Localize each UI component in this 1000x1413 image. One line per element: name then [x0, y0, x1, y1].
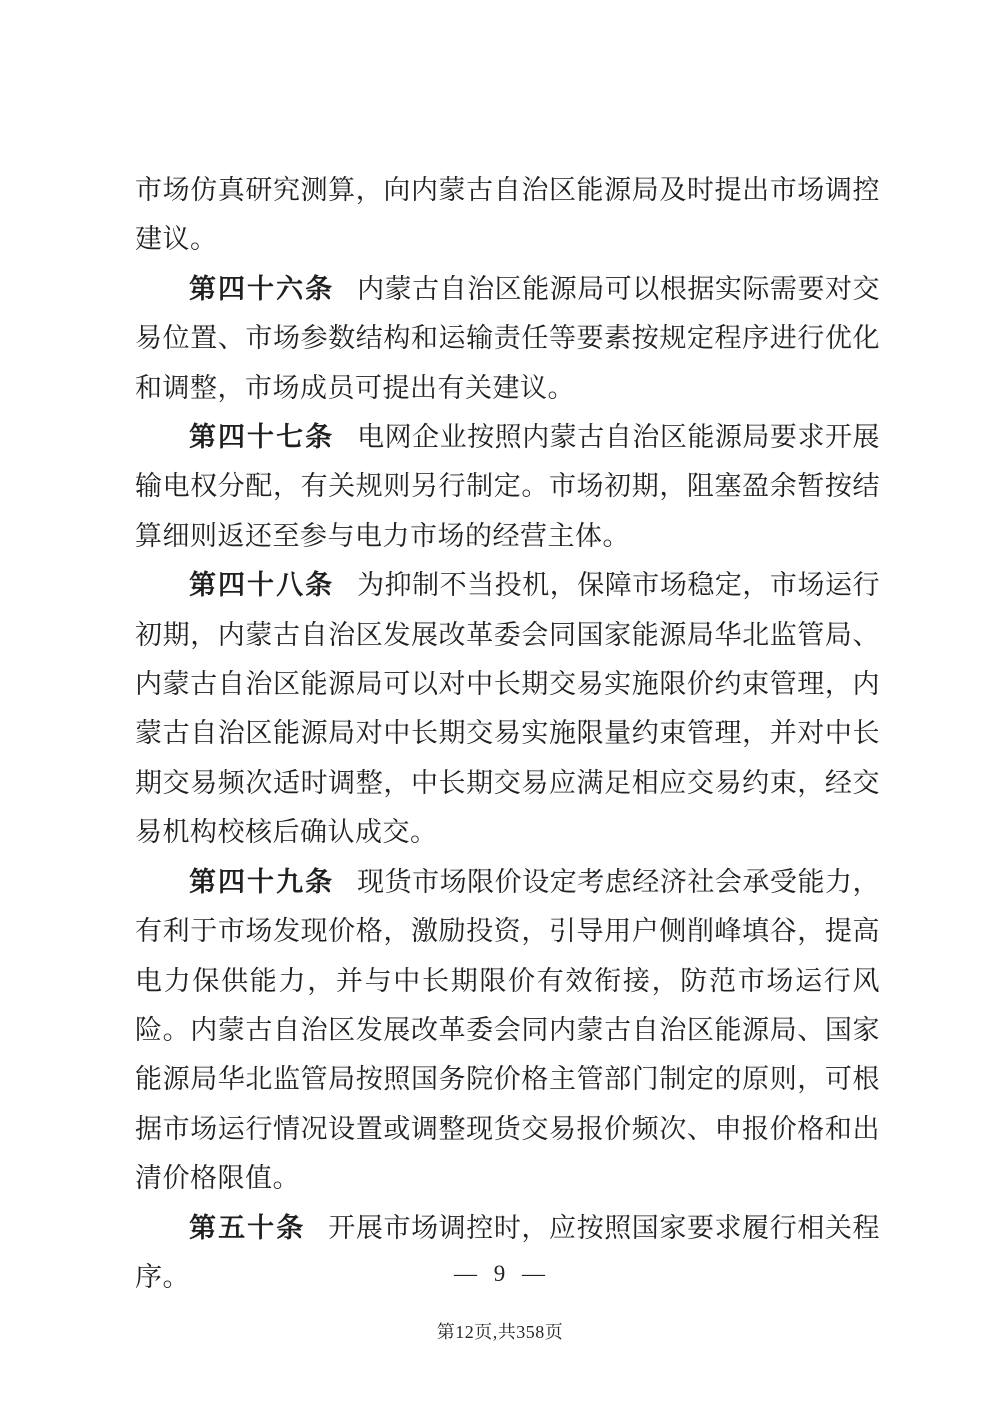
paragraph	[135, 858, 880, 1204]
document-body	[135, 166, 880, 1302]
paragraph	[135, 561, 880, 857]
paragraph	[135, 413, 880, 561]
paragraph-text: 开展市场调控时，应按照国家要求履行相关程序。	[135, 1212, 880, 1292]
paragraph	[135, 1204, 880, 1303]
paragraph-text: 为抑制不当投机，保障市场稳定，市场运行初期，内蒙古自治区发展改革委会同国家能源局华北监管局、内蒙古自治区能源局可以对中长期交易实施限价约束管理，内蒙古自治区能源局对中长期交易实施限量约束管理，并对中长期交易频次适时调整，中长期交易应满足相应交易约束，经交易机构校核后确认成交。	[135, 570, 881, 848]
paragraph	[135, 265, 880, 413]
paragraph-text: 现货市场限价设定考虑经济社会承受能力，有利于市场发现价格，激励投资，引导用户侧削峰填谷，提高电力保供能力，并与中长期限价有效衔接，防范市场运行风险。内蒙古自治区发展改革委会同内蒙古自治区能源局、国家能源局华北监管局按照国务院价格主管部门制定的原则，可根据市场运行情况设置或调整现货交易报价频次、申报价格和出清价格限值。	[135, 866, 881, 1194]
article-heading: 第四十七条	[189, 422, 335, 453]
pagination-info: 第12页,共358页	[436, 1322, 564, 1342]
article-heading: 第五十条	[189, 1212, 306, 1243]
article-heading: 第四十六条	[189, 273, 335, 304]
article-heading: 第四十九条	[189, 866, 335, 897]
paragraph-text: 电网企业按照内蒙古自治区能源局要求开展输电权分配，有关规则另行制定。市场初期，阻塞盈余暂按结算细则返还至参与电力市场的经营主体。	[135, 422, 881, 551]
page-number: — 9 —	[454, 1261, 546, 1286]
paragraph-text: 市场仿真研究测算，向内蒙古自治区能源局及时提出市场调控建议。	[135, 175, 880, 255]
article-heading: 第四十八条	[189, 570, 335, 601]
paragraph-text: 内蒙古自治区能源局可以根据实际需要对交易位置、市场参数结构和运输责任等要素按规定程序进行优化和调整，市场成员可提出有关建议。	[135, 273, 881, 403]
paragraph	[135, 166, 880, 265]
